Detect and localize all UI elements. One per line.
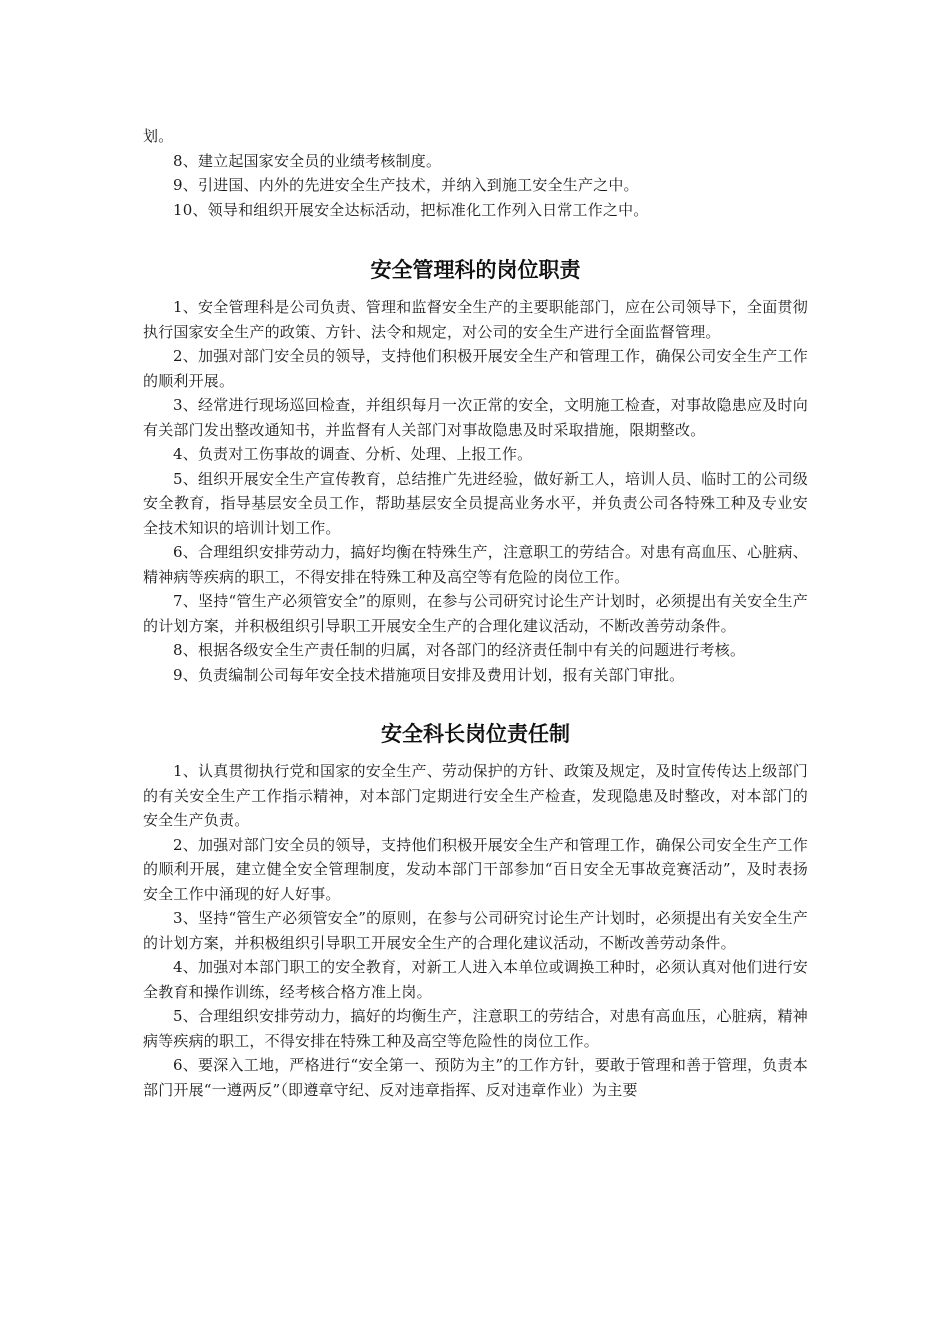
section-paragraph: 2、加强对部门安全员的领导，支持他们积极开展安全生产和管理工作，确保公司安全生产工作的顺利开展。	[143, 347, 808, 390]
section-paragraph: 5、合理组织安排劳动力，搞好的均衡生产，注意职工的劳结合，对患有高血压，心脏病，精神病等疾病的职工，不得安排在特殊工种及高空等危险性的岗位工作。	[143, 1007, 808, 1050]
section-paragraph: 6、合理组织安排劳动力，搞好均衡在特殊生产，注意职工的劳结合。对患有高血压、心脏病、精神病等疾病的职工，不得安排在特殊工种及高空等有危险的岗位工作。	[143, 543, 808, 586]
intro-paragraph-continuation: 划。	[143, 127, 174, 145]
section-title: 安全科长岗位责任制	[381, 722, 570, 746]
intro-paragraph: 9、引进国、内外的先进安全生产技术，并纳入到施工安全生产之中。	[173, 176, 639, 194]
section-title: 安全管理科的岗位职责	[370, 258, 581, 282]
section-paragraph: 3、经常进行现场巡回检查，并组织每月一次正常的安全，文明施工检查，对事故隐患应及时向有关部门发出整改通知书，并监督有人关部门对事故隐患及时采取措施，限期整改。	[143, 396, 808, 439]
section-paragraph: 1、安全管理科是公司负责、管理和监督安全生产的主要职能部门，应在公司领导下，全面贯彻执行国家安全生产的政策、方针、法令和规定，对公司的安全生产进行全面监督管理。	[143, 298, 808, 341]
section-body	[143, 295, 808, 687]
section-paragraph: 4、负责对工伤事故的调查、分析、处理、上报工作。	[173, 445, 533, 463]
section-paragraph: 4、加强对本部门职工的安全教育，对新工人进入本单位或调换工种时，必须认真对他们进行安全教育和操作训练，经考核合格方准上岗。	[143, 958, 808, 1001]
section-paragraph: 3、坚持“管生产必须管安全”的原则，在参与公司研究讨论生产计划时，必须提出有关安全生产的计划方案，并积极组织引导职工开展安全生产的合理化建议活动，不断改善劳动条件。	[143, 909, 808, 952]
section-paragraph: 1、认真贯彻执行党和国家的安全生产、劳动保护的方针、政策及规定，及时宣传传达上级部门的有关安全生产工作指示精神，对本部门定期进行安全生产检查，发现隐患及时整改，对本部门的安全生产负责。	[143, 762, 808, 829]
section-paragraph: 8、根据各级安全生产责任制的归属，对各部门的经济责任制中有关的问题进行考核。	[173, 641, 746, 659]
section-paragraph: 2、加强对部门安全员的领导，支持他们积极开展安全生产和管理工作，确保公司安全生产工作的顺利开展，建立健全安全管理制度，发动本部门干部参加“百日安全无事故竞赛活动”，及时表扬安全工作中涌现的好人好事。	[143, 835, 808, 903]
intro-paragraph: 10、领导和组织开展安全达标活动，把标准化工作列入日常工作之中。	[173, 200, 649, 219]
section-paragraph: 5、组织开展安全生产宣传教育，总结推广先进经验，做好新工人，培训人员、临时工的公司级安全教育，指导基层安全员工作，帮助基层安全员提高业务水平，并负责公司各特殊工种及专业安全技术知识的培训计划工作。	[143, 469, 808, 537]
section-body	[143, 759, 808, 1102]
section-paragraph: 6、要深入工地，严格进行“安全第一、预防为主”的工作方针，要敢于管理和善于管理，负责本部门开展“一遵两反”（即遵章守纪、反对违章指挥、反对违章作业）为主要	[143, 1056, 808, 1099]
document-page	[143, 124, 808, 1102]
intro-paragraph: 8、建立起国家安全员的业绩考核制度。	[173, 151, 442, 170]
intro-block	[143, 124, 808, 222]
section-paragraph: 7、坚持“管生产必须管安全”的原则，在参与公司研究讨论生产计划时，必须提出有关安全生产的计划方案，并积极组织引导职工开展安全生产的合理化建议活动，不断改善劳动条件。	[143, 592, 808, 635]
section-paragraph: 9、负责编制公司每年安全技术措施项目安排及费用计划，报有关部门审批。	[173, 665, 685, 684]
